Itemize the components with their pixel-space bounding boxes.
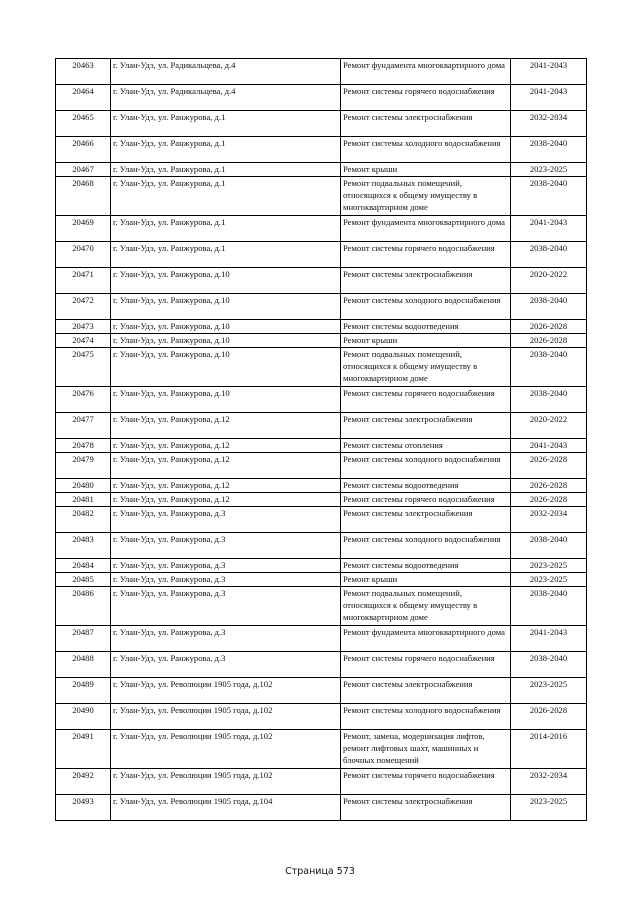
work-type-cell: Ремонт системы электроснабжения [341,268,511,294]
row-number-cell: 20485 [56,573,111,587]
years-cell: 2032-2034 [511,769,587,795]
work-type-cell: Ремонт системы электроснабжения [341,413,511,439]
table-row [56,320,587,334]
work-type-cell: Ремонт крыши [341,573,511,587]
table-row [56,413,587,439]
row-number-cell: 20484 [56,559,111,573]
work-type-cell: Ремонт системы электроснабжения [341,507,511,533]
address-cell: г. Улан-Удэ, ул. Ранжурова, д.12 [111,479,341,493]
row-number-cell: 20481 [56,493,111,507]
years-cell: 2026-2028 [511,320,587,334]
address-cell: г. Улан-Удэ, ул. Ранжурова, д.10 [111,334,341,348]
row-number-cell: 20469 [56,216,111,242]
work-type-cell: Ремонт системы холодного водоснабжения [341,453,511,479]
table-row [56,795,587,821]
address-cell: г. Улан-Удэ, ул. Ранжурова, д.1 [111,177,341,216]
table-row [56,587,587,626]
address-cell: г. Улан-Удэ, ул. Ранжурова, д.12 [111,413,341,439]
years-cell: 2032-2034 [511,111,587,137]
row-number-cell: 20483 [56,533,111,559]
work-type-cell: Ремонт системы электроснабжения [341,795,511,821]
years-cell: 2038-2040 [511,242,587,268]
table-row [56,533,587,559]
table-row [56,334,587,348]
address-cell: г. Улан-Удэ, ул. Революции 1905 года, д.102 [111,704,341,730]
table-row [56,439,587,453]
work-type-cell: Ремонт системы горячего водоснабжения [341,387,511,413]
years-cell: 2026-2028 [511,479,587,493]
years-cell: 2023-2025 [511,678,587,704]
table-row [56,704,587,730]
row-number-cell: 20468 [56,177,111,216]
table-row [56,626,587,652]
years-cell: 2038-2040 [511,348,587,387]
row-number-cell: 20489 [56,678,111,704]
address-cell: г. Улан-Удэ, ул. Ранжурова, д.12 [111,493,341,507]
table-row [56,242,587,268]
row-number-cell: 20475 [56,348,111,387]
work-type-cell: Ремонт системы горячего водоснабжения [341,85,511,111]
address-cell: г. Улан-Удэ, ул. Ранжурова, д.12 [111,453,341,479]
row-number-cell: 20482 [56,507,111,533]
table-row [56,268,587,294]
table-row [56,111,587,137]
row-number-cell: 20491 [56,730,111,769]
work-type-cell: Ремонт подвальных помещений, относящихся к общему имуществу в многоквартирном доме [341,177,511,216]
row-number-cell: 20465 [56,111,111,137]
row-number-cell: 20488 [56,652,111,678]
address-cell: г. Улан-Удэ, ул. Ранжурова, д.10 [111,348,341,387]
address-cell: г. Улан-Удэ, ул. Революции 1905 года, д.102 [111,769,341,795]
years-cell: 2023-2025 [511,559,587,573]
page-number: Страница 573 [285,866,355,877]
work-type-cell: Ремонт системы холодного водоснабжения [341,704,511,730]
address-cell: г. Улан-Удэ, ул. Ранжурова, д.10 [111,268,341,294]
table-row [56,294,587,320]
years-cell: 2038-2040 [511,387,587,413]
years-cell: 2038-2040 [511,177,587,216]
address-cell: г. Улан-Удэ, ул. Ранжурова, д.12 [111,439,341,453]
table-row [56,59,587,85]
work-type-cell: Ремонт фундамента многоквартирного дома [341,626,511,652]
years-cell: 2026-2028 [511,704,587,730]
address-cell: г. Улан-Удэ, ул. Ранжурова, д.1 [111,216,341,242]
work-type-cell: Ремонт, замена, модернизация лифтов, ремонт лифтовых шахт, машинных и блочных помещений [341,730,511,769]
address-cell: г. Улан-Удэ, ул. Ранжурова, д.10 [111,320,341,334]
years-cell: 2026-2028 [511,334,587,348]
row-number-cell: 20471 [56,268,111,294]
table-row [56,507,587,533]
row-number-cell: 20473 [56,320,111,334]
work-type-cell: Ремонт системы холодного водоснабжения [341,294,511,320]
address-cell: г. Улан-Удэ, ул. Ранжурова, д.3 [111,559,341,573]
address-cell: г. Улан-Удэ, ул. Ранжурова, д.1 [111,163,341,177]
table-row [56,387,587,413]
row-number-cell: 20466 [56,137,111,163]
years-cell: 2023-2025 [511,163,587,177]
address-cell: г. Улан-Удэ, ул. Ранжурова, д.1 [111,137,341,163]
years-cell: 2032-2034 [511,507,587,533]
row-number-cell: 20463 [56,59,111,85]
row-number-cell: 20470 [56,242,111,268]
work-type-cell: Ремонт системы водоотведения [341,320,511,334]
years-cell: 2038-2040 [511,294,587,320]
years-cell: 2041-2043 [511,216,587,242]
address-cell: г. Улан-Удэ, ул. Ранжурова, д.1 [111,242,341,268]
work-type-cell: Ремонт системы водоотведения [341,479,511,493]
years-cell: 2020-2022 [511,268,587,294]
row-number-cell: 20492 [56,769,111,795]
table-row [56,85,587,111]
row-number-cell: 20476 [56,387,111,413]
work-type-cell: Ремонт подвальных помещений, относящихся к общему имуществу в многоквартирном доме [341,348,511,387]
table-row [56,137,587,163]
table-row [56,348,587,387]
table-row [56,559,587,573]
work-type-cell: Ремонт фундамента многоквартирного дома [341,59,511,85]
years-cell: 2038-2040 [511,137,587,163]
work-type-cell: Ремонт системы горячего водоснабжения [341,242,511,268]
work-type-cell: Ремонт крыши [341,163,511,177]
work-type-cell: Ремонт подвальных помещений, относящихся к общему имуществу в многоквартирном доме [341,587,511,626]
address-cell: г. Улан-Удэ, ул. Ранжурова, д.3 [111,533,341,559]
work-type-cell: Ремонт системы электроснабжения [341,678,511,704]
row-number-cell: 20486 [56,587,111,626]
row-number-cell: 20477 [56,413,111,439]
work-type-cell: Ремонт системы отопления [341,439,511,453]
work-type-cell: Ремонт системы холодного водоснабжения [341,533,511,559]
table-row [56,573,587,587]
years-cell: 2023-2025 [511,573,587,587]
work-type-cell: Ремонт фундамента многоквартирного дома [341,216,511,242]
years-cell: 2041-2043 [511,439,587,453]
address-cell: г. Улан-Удэ, ул. Ранжурова, д.3 [111,587,341,626]
address-cell: г. Улан-Удэ, ул. Революции 1905 года, д.102 [111,730,341,769]
address-cell: г. Улан-Удэ, ул. Ранжурова, д.1 [111,111,341,137]
table-row [56,769,587,795]
row-number-cell: 20493 [56,795,111,821]
repair-schedule-table [55,58,587,821]
years-cell: 2038-2040 [511,587,587,626]
years-cell: 2023-2025 [511,795,587,821]
work-type-cell: Ремонт системы электроснабжения [341,111,511,137]
address-cell: г. Улан-Удэ, ул. Революции 1905 года, д.104 [111,795,341,821]
row-number-cell: 20472 [56,294,111,320]
table-row [56,163,587,177]
years-cell: 2041-2043 [511,59,587,85]
address-cell: г. Улан-Удэ, ул. Ранжурова, д.10 [111,294,341,320]
years-cell: 2026-2028 [511,493,587,507]
address-cell: г. Улан-Удэ, ул. Ранжурова, д.3 [111,652,341,678]
work-type-cell: Ремонт крыши [341,334,511,348]
work-type-cell: Ремонт системы водоотведения [341,559,511,573]
years-cell: 2020-2022 [511,413,587,439]
address-cell: г. Улан-Удэ, ул. Радикальцева, д.4 [111,85,341,111]
years-cell: 2038-2040 [511,652,587,678]
row-number-cell: 20467 [56,163,111,177]
table-body [56,59,587,821]
address-cell: г. Улан-Удэ, ул. Ранжурова, д.3 [111,573,341,587]
row-number-cell: 20474 [56,334,111,348]
address-cell: г. Улан-Удэ, ул. Радикальцева, д.4 [111,59,341,85]
row-number-cell: 20480 [56,479,111,493]
address-cell: г. Улан-Удэ, ул. Революции 1905 года, д.102 [111,678,341,704]
table-row [56,652,587,678]
work-type-cell: Ремонт системы горячего водоснабжения [341,652,511,678]
table-row [56,479,587,493]
years-cell: 2038-2040 [511,533,587,559]
work-type-cell: Ремонт системы горячего водоснабжения [341,493,511,507]
table-row [56,453,587,479]
years-cell: 2041-2043 [511,626,587,652]
address-cell: г. Улан-Удэ, ул. Ранжурова, д.10 [111,387,341,413]
table-row [56,216,587,242]
row-number-cell: 20487 [56,626,111,652]
row-number-cell: 20479 [56,453,111,479]
table-row [56,730,587,769]
row-number-cell: 20464 [56,85,111,111]
table-row [56,678,587,704]
work-type-cell: Ремонт системы горячего водоснабжения [341,769,511,795]
address-cell: г. Улан-Удэ, ул. Ранжурова, д.3 [111,507,341,533]
years-cell: 2041-2043 [511,85,587,111]
years-cell: 2026-2028 [511,453,587,479]
row-number-cell: 20478 [56,439,111,453]
table-row [56,493,587,507]
row-number-cell: 20490 [56,704,111,730]
work-type-cell: Ремонт системы холодного водоснабжения [341,137,511,163]
table-row [56,177,587,216]
years-cell: 2014-2016 [511,730,587,769]
address-cell: г. Улан-Удэ, ул. Ранжурова, д.3 [111,626,341,652]
